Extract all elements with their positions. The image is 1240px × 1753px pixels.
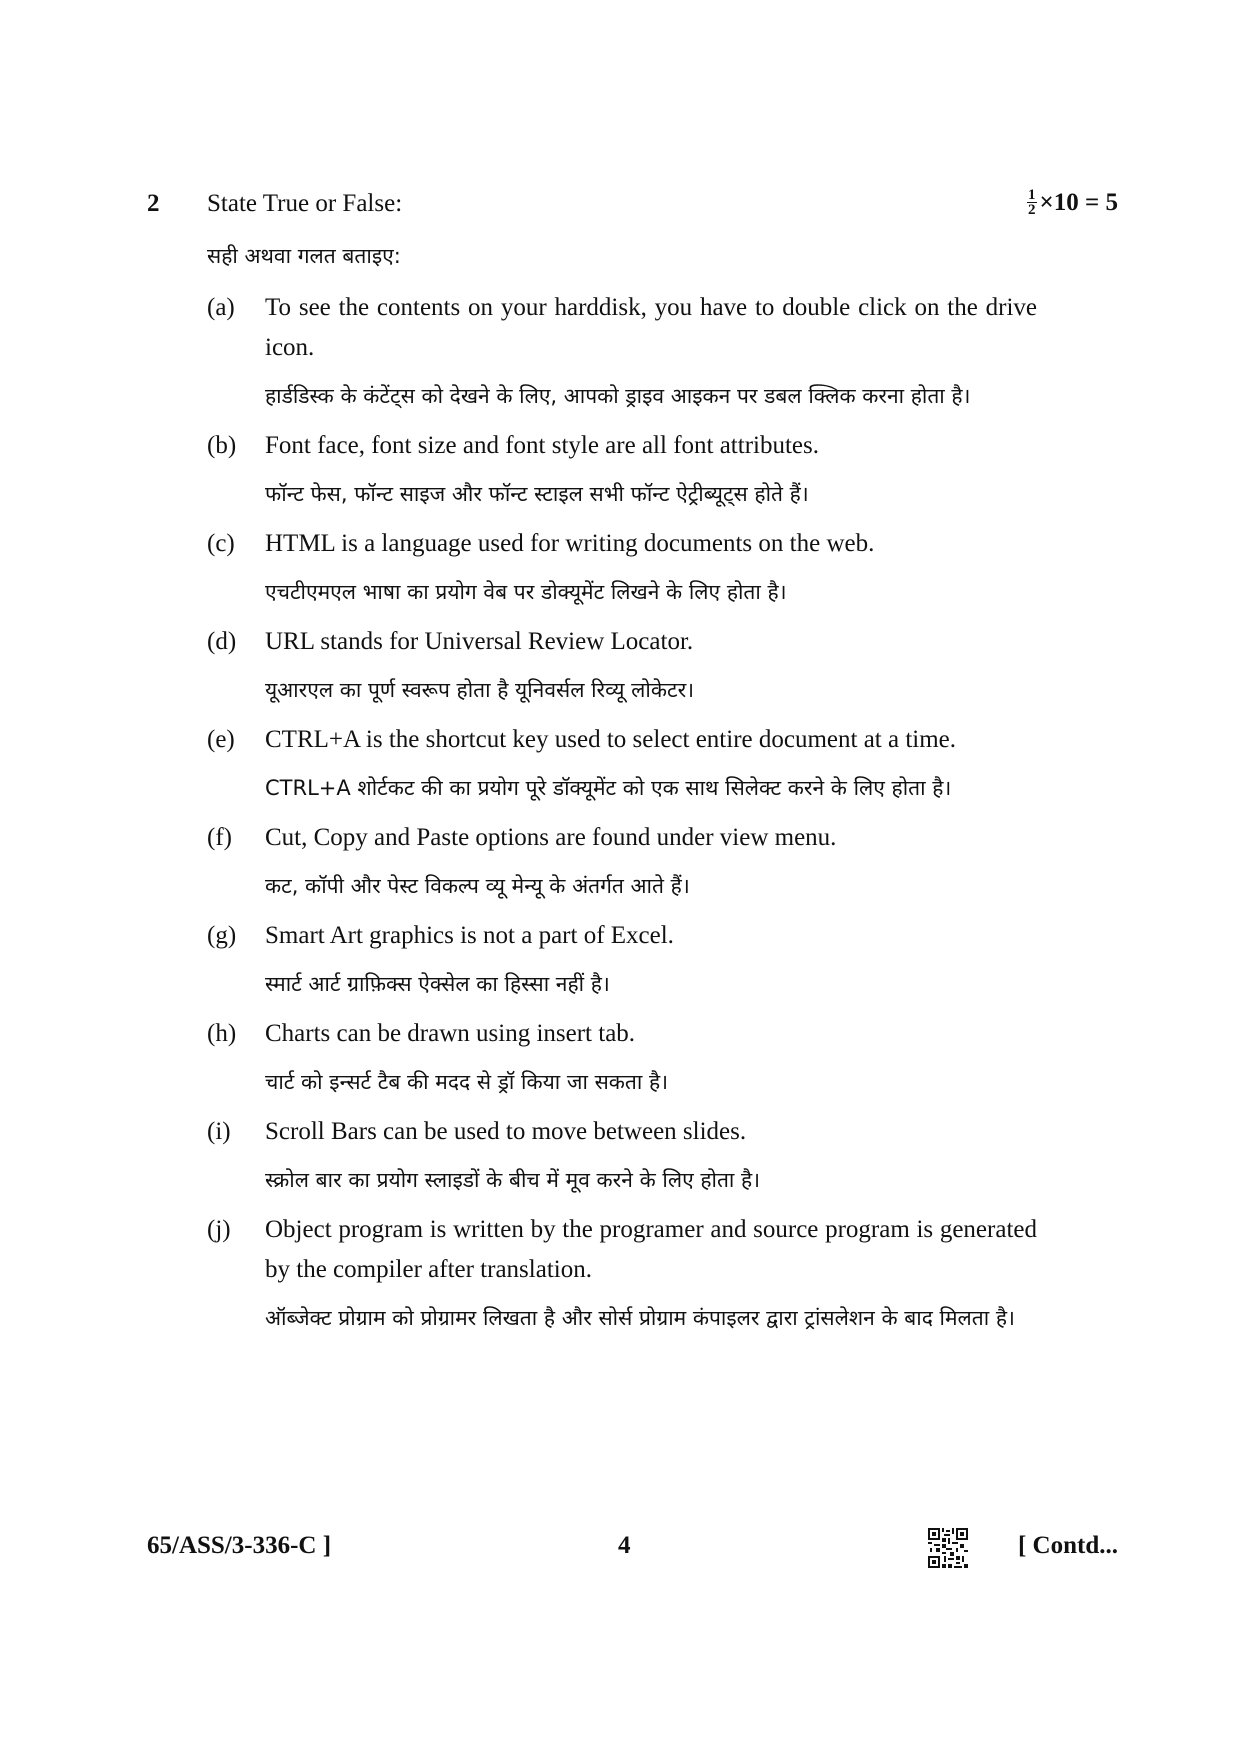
question-title-hindi: सही अथवा गलत बताइए: — [207, 244, 401, 268]
item-body — [265, 1014, 1037, 1102]
item-text-hindi: ऑब्जेक्ट प्रोग्राम को प्रोग्रामर लिखता है और सोर्स प्रोग्राम कंपाइलर द्वारा ट्रांसलेशन के बाद मिलता है। — [265, 1306, 1015, 1330]
item-label: (f) — [207, 824, 232, 851]
item-text-hindi: कट, कॉपी और पेस्ट विकल्प व्यू मेन्यू के अंतर्गत आते हैं। — [265, 874, 690, 898]
item-body — [265, 818, 1037, 906]
marks-numerator: 1 — [1028, 187, 1036, 203]
question-item — [207, 524, 1037, 612]
item-text-hindi: चार्ट को इन्सर्ट टैब की मदद से ड्रॉ किया जा सकता है। — [265, 1070, 669, 1094]
question-item — [207, 1210, 1037, 1338]
item-body — [265, 426, 1037, 514]
paper-code: 65/ASS/3-336-C ] — [147, 1532, 332, 1559]
question-title: State True or False: — [207, 190, 403, 217]
marks-fraction — [1027, 188, 1037, 217]
item-text-hindi: यूआरएल का पूर्ण स्वरूप होता है यूनिवर्सल रिव्यू लोकेटर। — [265, 678, 695, 702]
true-false-items — [207, 288, 1037, 1348]
item-text-english: CTRL+A is the shortcut key used to select entire document at a time. — [265, 726, 957, 753]
item-body — [265, 622, 1037, 710]
marks-total: ×10 = 5 — [1039, 188, 1118, 216]
item-text-english: Cut, Copy and Paste options are found under view menu. — [265, 824, 837, 851]
item-body — [265, 288, 1037, 416]
item-text-english: URL stands for Universal Review Locator. — [265, 628, 694, 655]
item-text-hindi: फॉन्ट फेस, फॉन्ट साइज और फॉन्ट स्टाइल सभी फॉन्ट ऐट्रीब्यूट्स होते हैं। — [265, 482, 809, 506]
question-marks — [1027, 188, 1118, 217]
item-text-english: Object program is written by the programer and source program is generated by the compiler after translation. — [265, 1216, 1037, 1283]
page-number: 4 — [618, 1532, 631, 1559]
item-label: (j) — [207, 1216, 231, 1243]
item-label: (g) — [207, 922, 237, 949]
page-footer — [0, 1532, 1240, 1572]
item-label: (d) — [207, 628, 237, 655]
item-label: (c) — [207, 530, 235, 557]
item-text-english: To see the contents on your harddisk, you have to double click on the drive icon. — [265, 294, 1037, 361]
marks-denominator: 2 — [1028, 202, 1036, 218]
item-label: (e) — [207, 726, 235, 753]
item-text-hindi: स्क्रोल बार का प्रयोग स्लाइडों के बीच में मूव करने के लिए होता है। — [265, 1168, 761, 1192]
question-item — [207, 1112, 1037, 1200]
item-text-hindi: हार्डडिस्क के कंटेंट्स को देखने के लिए, आपको ड्राइव आइकन पर डबल क्लिक करना होता है। — [265, 384, 971, 408]
item-text-english: Scroll Bars can be used to move between slides. — [265, 1118, 747, 1145]
continued-label: [ Contd... — [1017, 1532, 1118, 1559]
question-item — [207, 288, 1037, 416]
question-number: 2 — [147, 190, 160, 217]
item-label: (a) — [207, 294, 235, 321]
item-body — [265, 524, 1037, 612]
item-text-english: Font face, font size and font style are all font attributes. — [265, 432, 819, 459]
item-text-hindi: CTRL+A शोर्टकट की का प्रयोग पूरे डॉक्यूमेंट को एक साथ सिलेक्ट करने के लिए होता है। — [265, 776, 952, 800]
item-body — [265, 720, 1037, 808]
item-label: (b) — [207, 432, 237, 459]
item-label: (h) — [207, 1020, 237, 1047]
item-label: (i) — [207, 1118, 231, 1145]
item-body — [265, 916, 1037, 1004]
item-body — [265, 1112, 1037, 1200]
question-item — [207, 426, 1037, 514]
question-item — [207, 622, 1037, 710]
item-text-english: Charts can be drawn using insert tab. — [265, 1020, 636, 1047]
item-text-hindi: एचटीएमएल भाषा का प्रयोग वेब पर डोक्यूमेंट लिखने के लिए होता है। — [265, 580, 787, 604]
item-text-hindi: स्मार्ट आर्ट ग्राफ़िक्स ऐक्सेल का हिस्सा नहीं है। — [265, 972, 610, 996]
item-body — [265, 1210, 1037, 1338]
question-item — [207, 916, 1037, 1004]
item-text-english: Smart Art graphics is not a part of Excel. — [265, 922, 674, 949]
item-text-english: HTML is a language used for writing documents on the web. — [265, 530, 875, 557]
question-item — [207, 1014, 1037, 1102]
qr-code-icon — [928, 1528, 968, 1568]
question-item — [207, 818, 1037, 906]
question-item — [207, 720, 1037, 808]
